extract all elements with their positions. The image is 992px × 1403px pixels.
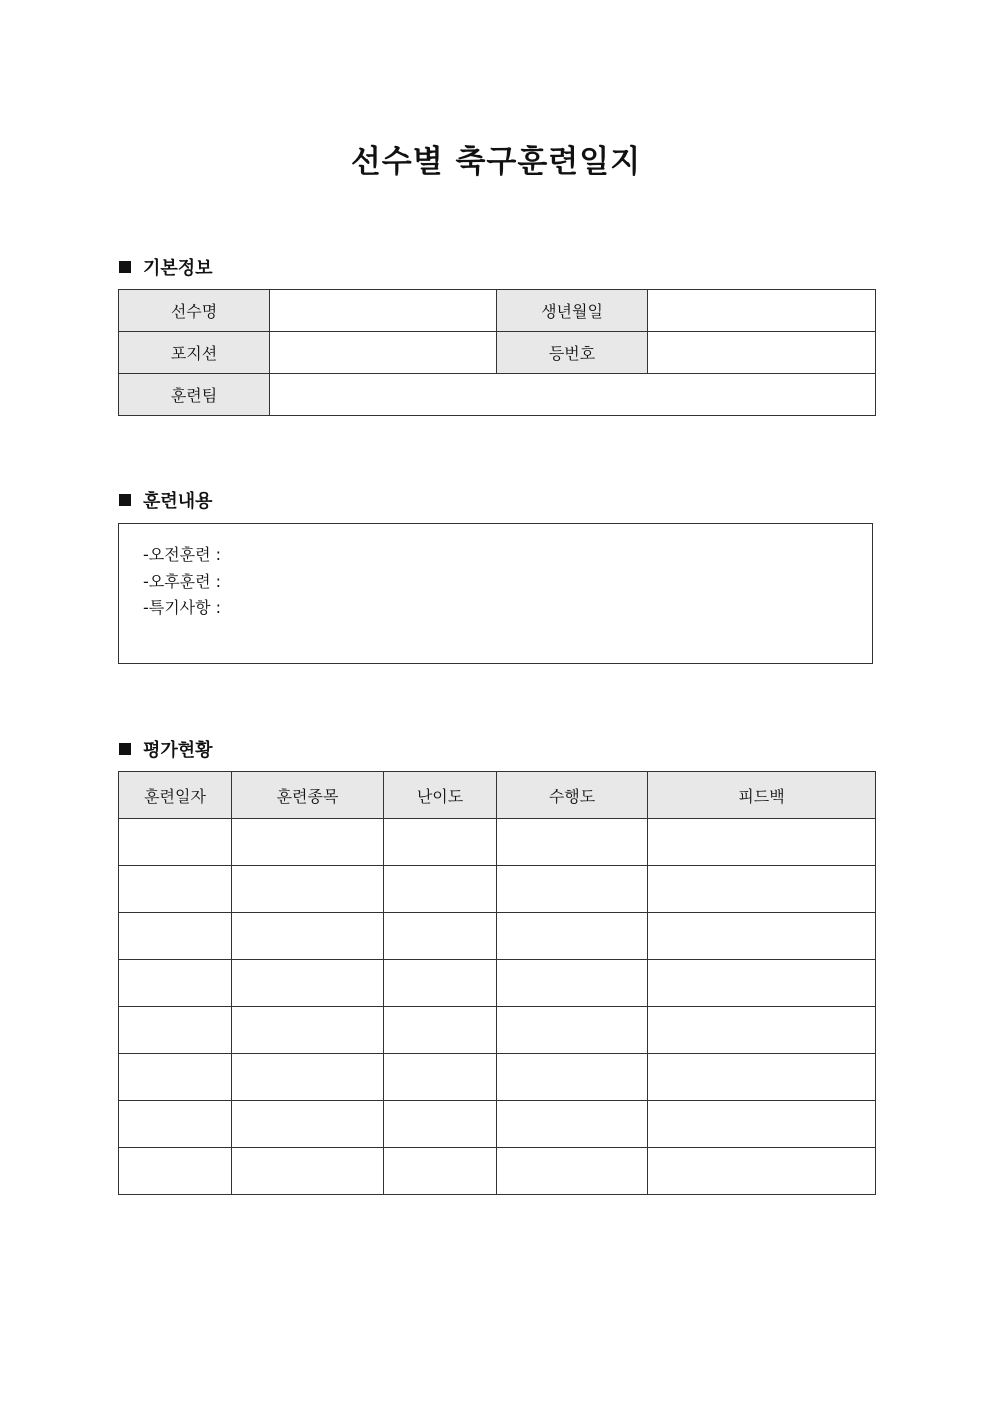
table-cell[interactable] bbox=[384, 1054, 497, 1101]
table-cell[interactable] bbox=[497, 866, 648, 913]
birthdate-label: 생년월일 bbox=[497, 290, 648, 332]
table-cell[interactable] bbox=[119, 1148, 232, 1195]
table-row bbox=[119, 819, 876, 866]
notes-line: -특기사항 : bbox=[143, 598, 222, 617]
player-name-field[interactable] bbox=[270, 290, 497, 332]
column-header-performance: 수행도 bbox=[497, 772, 648, 819]
basic-info-table bbox=[118, 289, 876, 416]
table-cell[interactable] bbox=[232, 1054, 384, 1101]
table-cell[interactable] bbox=[232, 819, 384, 866]
table-cell[interactable] bbox=[384, 866, 497, 913]
afternoon-training-line: -오후훈련 : bbox=[143, 571, 222, 591]
table-cell[interactable] bbox=[119, 866, 232, 913]
table-cell[interactable] bbox=[384, 913, 497, 960]
section-heading-basic bbox=[119, 254, 213, 280]
table-cell[interactable] bbox=[119, 960, 232, 1007]
table-cell[interactable] bbox=[497, 960, 648, 1007]
table-cell[interactable] bbox=[232, 866, 384, 913]
table-cell[interactable] bbox=[384, 960, 497, 1007]
table-row bbox=[119, 1148, 876, 1195]
player-name-label: 선수명 bbox=[119, 290, 270, 332]
table-cell[interactable] bbox=[119, 1101, 232, 1148]
number-field[interactable] bbox=[648, 332, 876, 374]
table-cell[interactable] bbox=[232, 1007, 384, 1054]
evaluation-table bbox=[118, 771, 876, 1195]
table-row bbox=[119, 1054, 876, 1101]
table-cell[interactable] bbox=[648, 1007, 876, 1054]
table-row bbox=[119, 1101, 876, 1148]
team-label: 훈련팀 bbox=[119, 374, 270, 416]
column-header-date: 훈련일자 bbox=[119, 772, 232, 819]
table-cell[interactable] bbox=[648, 960, 876, 1007]
table-cell[interactable] bbox=[497, 1148, 648, 1195]
square-bullet-icon bbox=[119, 494, 131, 506]
column-header-difficulty: 난이도 bbox=[384, 772, 497, 819]
table-cell[interactable] bbox=[119, 819, 232, 866]
number-label: 등번호 bbox=[497, 332, 648, 374]
table-cell[interactable] bbox=[119, 1054, 232, 1101]
table-row bbox=[119, 374, 876, 416]
table-cell[interactable] bbox=[497, 913, 648, 960]
morning-training-line: -오전훈련 : bbox=[143, 545, 222, 564]
table-row bbox=[119, 866, 876, 913]
table-cell[interactable] bbox=[648, 1101, 876, 1148]
table-row bbox=[119, 290, 876, 332]
table-cell[interactable] bbox=[384, 1148, 497, 1195]
table-cell[interactable] bbox=[648, 1054, 876, 1101]
position-field[interactable] bbox=[270, 332, 497, 374]
table-cell[interactable] bbox=[119, 913, 232, 960]
table-cell[interactable] bbox=[232, 1101, 384, 1148]
table-header-row bbox=[119, 772, 876, 819]
position-label: 포지션 bbox=[119, 332, 270, 374]
square-bullet-icon bbox=[119, 743, 131, 755]
table-cell[interactable] bbox=[384, 1101, 497, 1148]
section-heading-eval bbox=[119, 736, 213, 762]
table-cell[interactable] bbox=[648, 913, 876, 960]
table-row bbox=[119, 913, 876, 960]
table-cell[interactable] bbox=[497, 819, 648, 866]
table-cell[interactable] bbox=[497, 1101, 648, 1148]
section-title: 기본정보 bbox=[143, 258, 213, 279]
team-field[interactable] bbox=[270, 374, 876, 416]
section-title: 훈련내용 bbox=[143, 491, 213, 512]
table-cell[interactable] bbox=[648, 866, 876, 913]
birthdate-field[interactable] bbox=[648, 290, 876, 332]
square-bullet-icon bbox=[119, 261, 131, 273]
table-cell[interactable] bbox=[648, 819, 876, 866]
table-cell[interactable] bbox=[384, 1007, 497, 1054]
column-header-feedback: 피드백 bbox=[648, 772, 876, 819]
table-cell[interactable] bbox=[119, 1007, 232, 1054]
section-title: 평가현황 bbox=[143, 740, 213, 761]
table-cell[interactable] bbox=[232, 960, 384, 1007]
table-cell[interactable] bbox=[648, 1148, 876, 1195]
table-cell[interactable] bbox=[232, 913, 384, 960]
column-header-event: 훈련종목 bbox=[232, 772, 384, 819]
table-cell[interactable] bbox=[497, 1054, 648, 1101]
table-cell[interactable] bbox=[384, 819, 497, 866]
table-cell[interactable] bbox=[497, 1007, 648, 1054]
section-heading-content bbox=[119, 487, 213, 513]
table-row bbox=[119, 960, 876, 1007]
table-cell[interactable] bbox=[232, 1148, 384, 1195]
table-row bbox=[119, 332, 876, 374]
table-row bbox=[119, 1007, 876, 1054]
training-content-box[interactable] bbox=[118, 523, 873, 664]
page-title: 선수별 축구훈련일지 bbox=[350, 144, 642, 180]
